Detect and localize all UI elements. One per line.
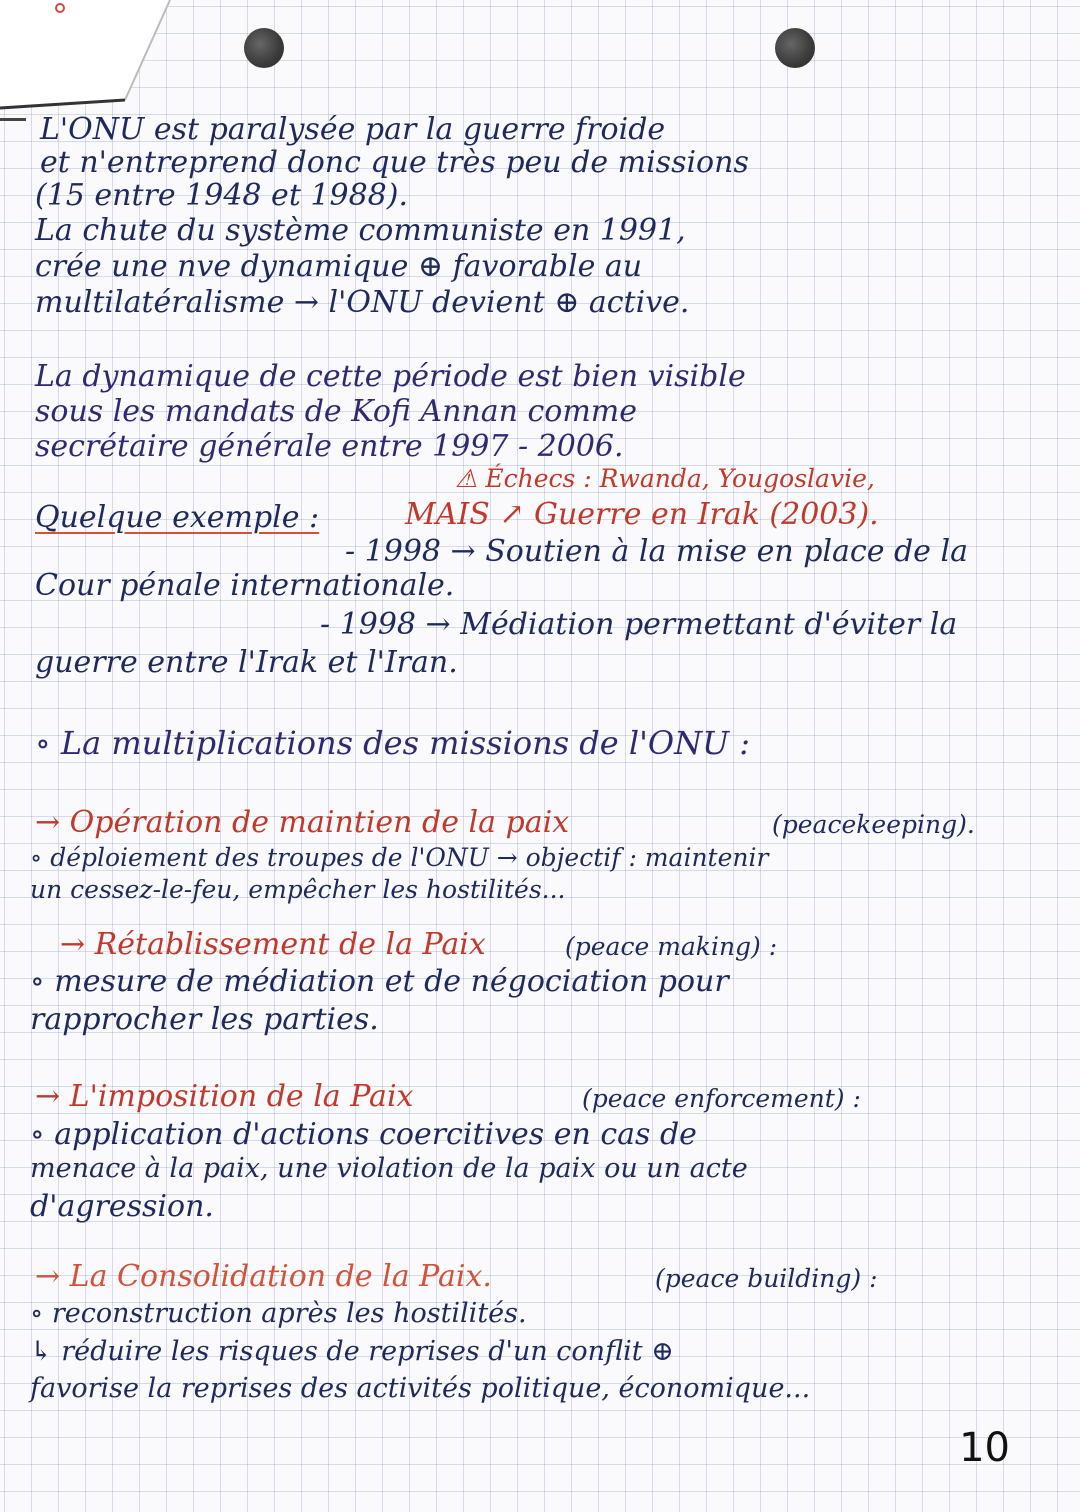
note-line: (15 entre 1948 et 1988). bbox=[35, 178, 408, 213]
mission-desc: ↳ réduire les risques de reprises d'un conflit ⊕ bbox=[30, 1336, 674, 1367]
failures-note: ⚠ Échecs : Rwanda, Yougoslavie, bbox=[455, 464, 875, 493]
mission-desc: ∘ déploiement des troupes de l'ONU → objectif : maintenir bbox=[30, 843, 769, 872]
mission-desc: rapprocher les parties. bbox=[30, 1002, 379, 1037]
note-line: L'ONU est paralysée par la guerre froide bbox=[40, 112, 666, 147]
note-line: guerre entre l'Irak et l'Iran. bbox=[35, 645, 458, 680]
mission-title: → La Consolidation de la Paix. bbox=[35, 1259, 492, 1294]
note-line: La chute du système communiste en 1991, bbox=[35, 213, 686, 248]
page-number: 10 bbox=[959, 1425, 1010, 1471]
note-line: sous les mandats de Kofi Annan comme bbox=[35, 394, 637, 429]
note-line: La dynamique de cette période est bien visible bbox=[35, 359, 746, 394]
mission-title: → Opération de maintien de la paix bbox=[35, 805, 570, 840]
mission-title-en: (peacekeeping). bbox=[772, 810, 975, 839]
mission-title-en: (peace building) : bbox=[655, 1264, 878, 1293]
margin-mark bbox=[0, 118, 26, 121]
note-line: crée une nve dynamique ⊕ favorable au bbox=[35, 249, 643, 284]
binder-hole-left bbox=[244, 28, 284, 68]
note-line: Cour pénale internationale. bbox=[35, 568, 455, 603]
note-line: secrétaire générale entre 1997 - 2006. bbox=[35, 429, 624, 464]
page-corner-fold bbox=[0, 0, 230, 110]
mission-title: → Rétablissement de la Paix bbox=[60, 927, 486, 962]
mission-desc: ∘ reconstruction après les hostilités. bbox=[30, 1298, 527, 1329]
mission-desc: ∘ application d'actions coercitives en cas de bbox=[30, 1117, 697, 1152]
note-line: - 1998 → Médiation permettant d'éviter la bbox=[320, 607, 958, 642]
mission-title: → L'imposition de la Paix bbox=[35, 1079, 414, 1114]
binder-hole-right bbox=[775, 28, 815, 68]
note-line: et n'entreprend donc que très peu de missions bbox=[40, 145, 749, 180]
examples-label: Quelque exemple : bbox=[35, 500, 320, 535]
mission-title-en: (peace making) : bbox=[565, 932, 778, 961]
section-title: ∘ La multiplications des missions de l'ONU : bbox=[35, 724, 751, 762]
mission-desc: d'agression. bbox=[30, 1189, 214, 1224]
mission-title-en: (peace enforcement) : bbox=[582, 1084, 861, 1113]
mission-desc: ∘ mesure de médiation et de négociation pour bbox=[30, 964, 729, 999]
mission-desc: menace à la paix, une violation de la paix ou un acte bbox=[30, 1153, 748, 1184]
note-line: multilatéralisme → l'ONU devient ⊕ active. bbox=[35, 285, 690, 320]
mission-desc: favorise la reprises des activités politique, économique... bbox=[30, 1373, 811, 1404]
note-line: - 1998 → Soutien à la mise en place de la bbox=[345, 534, 968, 569]
mission-desc: un cessez-le-feu, empêcher les hostilités... bbox=[30, 875, 566, 904]
but-note: MAIS ↗ Guerre en Irak (2003). bbox=[405, 497, 879, 532]
